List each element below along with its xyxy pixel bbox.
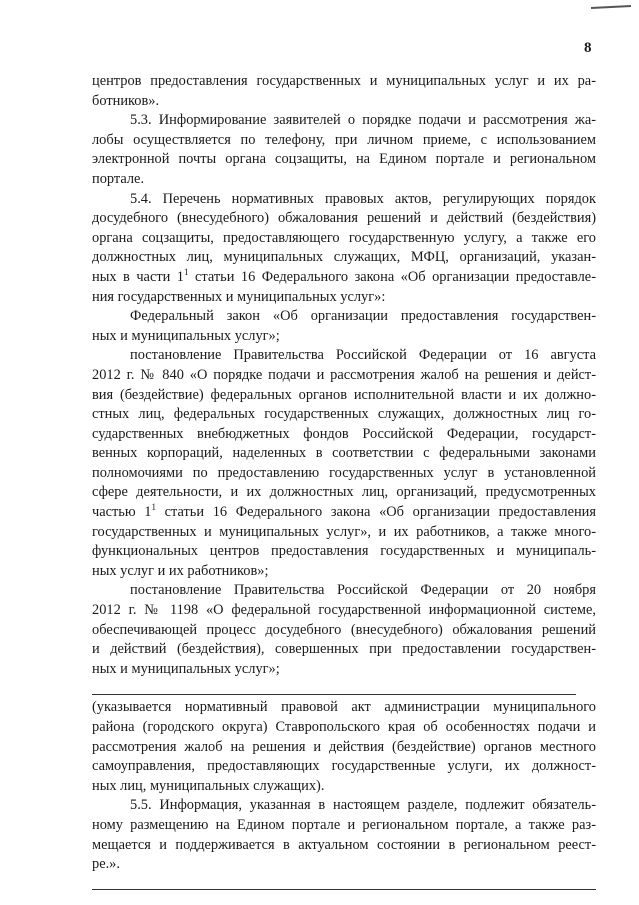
closing-rule bbox=[92, 889, 596, 890]
text-line: и действий (бездействия), совершенных при предоставлении государствен- bbox=[92, 641, 596, 658]
text-line: 5.4. Перечень нормативных правовых актов, регулирующих порядок bbox=[130, 190, 596, 207]
text-line: государственных и муниципальных услуг», и их работников, а также много- bbox=[92, 523, 596, 540]
text-line: ре.». bbox=[92, 856, 120, 873]
text-line: сфере деятельности, и их должностных лиц, организаций, предусмотренных bbox=[92, 484, 596, 501]
text-fragment: ных в части 1 bbox=[92, 268, 184, 285]
text-line: постановление Правительства Российской Федерации от 16 августа bbox=[130, 347, 596, 364]
text-line: рассмотрения жалоб на решения и действия (бездействие) органов местного bbox=[92, 738, 596, 755]
text-fragment: статьи 16 Федерального закона «Об организации предоставления bbox=[155, 504, 596, 521]
text-line: обеспечивающей процесс досудебного (внесудебного) обжалования решений bbox=[92, 621, 596, 638]
superscript: 1 bbox=[151, 502, 156, 513]
text-line: 5.5. Информация, указанная в настоящем разделе, подлежит обязатель- bbox=[130, 797, 596, 814]
text-line: ных и муниципальных услуг»; bbox=[92, 327, 280, 344]
text-line: лобы осуществляется по телефону, при личном приеме, с использованием bbox=[92, 131, 596, 148]
document-body bbox=[92, 72, 596, 890]
text-line: ных и муниципальных услуг»; bbox=[92, 660, 280, 677]
text-line: ния государственных и муниципальных услуг»: bbox=[92, 288, 386, 305]
text-line: района (городского округа) Ставропольского края об особенностях подачи и bbox=[92, 719, 596, 735]
text-line: должностных лиц, муниципальных служащих, МФЦ, организаций, указан- bbox=[92, 249, 596, 266]
text-line: электронной почты органа соцзащиты, на Едином портале и региональном bbox=[92, 151, 596, 168]
text-line: портале. bbox=[92, 170, 145, 187]
text-line: стных лиц, федеральных государственных служащих, должностных лиц го- bbox=[92, 406, 596, 423]
text-line: ному размещению на Едином портале и региональном портале, а также раз- bbox=[92, 816, 596, 833]
text-line: вия (бездействие) федеральных органов исполнительной власти и их должно- bbox=[92, 386, 596, 403]
superscript: 1 bbox=[184, 266, 189, 277]
text-line: мещается и поддерживается в актуальном состоянии в региональном реест- bbox=[92, 836, 596, 853]
scan-artifact-mark bbox=[591, 5, 631, 9]
text-fragment: статьи 16 Федерального закона «Об организации предоставле- bbox=[188, 268, 596, 285]
page-number: 8 bbox=[584, 40, 592, 56]
text-line-with-superscript bbox=[92, 503, 596, 523]
text-fragment: частью 1 bbox=[92, 504, 152, 521]
text-line: сударственных внебюджетных фондов Российской Федерации, государст- bbox=[92, 425, 596, 442]
text-line: функциональных центров предоставления государственных и муниципаль- bbox=[92, 543, 596, 560]
text-line: досудебного (внесудебного) обжалования решений и действий (бездействия) bbox=[92, 210, 596, 227]
text-line: ных лиц, муниципальных служащих). bbox=[92, 777, 325, 794]
text-line: ботников». bbox=[92, 92, 160, 109]
spacer bbox=[92, 679, 596, 694]
text-line: органа соцзащиты, предоставляющего государственную услугу, а также его bbox=[92, 229, 596, 246]
text-line: ных услуг и их работников»; bbox=[92, 562, 269, 579]
fill-in-rule bbox=[92, 694, 576, 695]
text-line: постановление Правительства Российской Федерации от 20 ноября bbox=[130, 582, 596, 599]
text-line: Федеральный закон «Об организации предоставления государствен- bbox=[130, 308, 596, 325]
text-line: центров предоставления государственных и муниципальных услуг и их ра- bbox=[92, 73, 596, 89]
text-line: 2012 г. № 1198 «О федеральной государственной информационной системе, bbox=[92, 602, 596, 619]
text-line: самоуправления, предоставляющих государственные услуги, их должност- bbox=[92, 758, 596, 775]
text-line: полномочиями по предоставлению государственных услуг в установленной bbox=[92, 464, 596, 481]
text-line: 2012 г. № 840 «О порядке подачи и рассмотрения жалоб на решения и дейст- bbox=[92, 366, 596, 383]
text-line: 5.3. Информирование заявителей о порядке подачи и рассмотрения жа- bbox=[130, 112, 596, 129]
text-line: (указывается нормативный правовой акт администрации муниципального bbox=[92, 699, 596, 716]
text-line: венных корпораций, наделенных в соответствии с федеральными законами bbox=[92, 445, 596, 462]
text-line-with-superscript bbox=[92, 268, 596, 288]
